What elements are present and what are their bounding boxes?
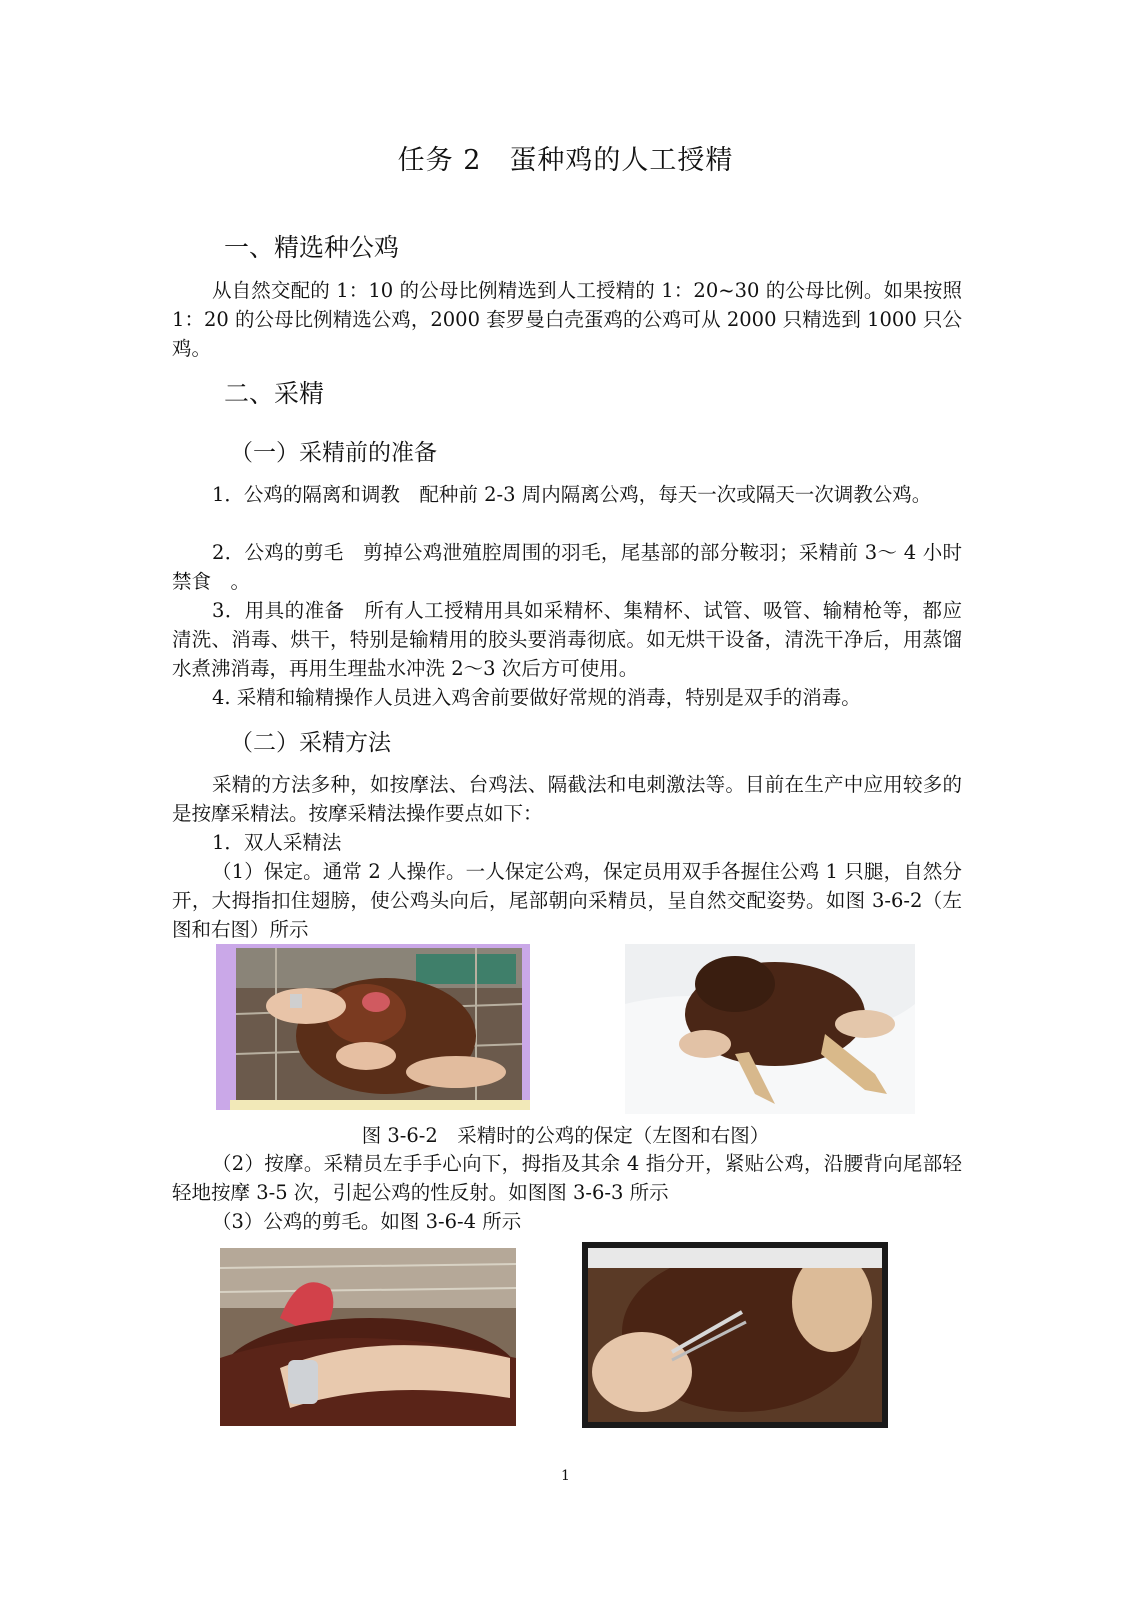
paragraph-equipment-prep: 3．用具的准备 所有人工授精用具如采精杯、集精杯、试管、吸管、输精枪等，都应清洗、消毒、烘干，特别是输精用的胶头要消毒彻底。如无烘干设备，清洗干净后，用蒸馏水煮沸消毒，再用生理盐水冲洗 2～3 次后方可使用。 bbox=[172, 599, 962, 680]
figure-caption-3-6-2: 图 3-6-2 采精时的公鸡的保定（左图和右图） bbox=[361, 1124, 770, 1147]
subsection-heading-preparation: （一）采精前的准备 bbox=[230, 440, 437, 466]
page-title: 任务 2 蛋种鸡的人工授精 bbox=[397, 145, 734, 176]
paragraph-operator-disinfection: 4. 采精和输精操作人员进入鸡舍前要做好常规的消毒，特别是双手的消毒。 bbox=[212, 686, 861, 709]
figure-restraint-right-photo bbox=[625, 944, 915, 1114]
paragraph-rooster-ratio: 从自然交配的 1：10 的公母比例精选到人工授精的 1：20~30 的公母比例。如果按照 1：20 的公母比例精选公鸡，2000 套罗曼白壳蛋鸡的公鸡可从 2000 只精选到 1000 只公鸡。 bbox=[172, 279, 962, 360]
figure-massage-photo bbox=[220, 1248, 516, 1426]
page-number: 1 bbox=[561, 1468, 570, 1484]
paragraph-two-person-method: 1．双人采精法 bbox=[212, 831, 342, 854]
figure-restraint-left-photo bbox=[216, 944, 530, 1110]
subsection-heading-collection-method: （二）采精方法 bbox=[230, 730, 391, 756]
paragraph-isolation-training: 1．公鸡的隔离和调教 配种前 2-3 周内隔离公鸡，每天一次或隔天一次调教公鸡。 bbox=[212, 483, 932, 506]
paragraph-method-intro: 采精的方法多种，如按摩法、台鸡法、隔截法和电刺激法等。目前在生产中应用较多的是按摩采精法。按摩采精法操作要点如下： bbox=[172, 773, 962, 825]
paragraph-trimming-step: （3）公鸡的剪毛。如图 3-6-4 所示 bbox=[212, 1210, 522, 1233]
paragraph-massage-step: （2）按摩。采精员左手手心向下，拇指及其余 4 指分开，紧贴公鸡，沿腰背向尾部轻轻地按摩 3-5 次，引起公鸡的性反射。如图图 3-6-3 所示 bbox=[172, 1152, 962, 1204]
paragraph-feather-trimming: 2．公鸡的剪毛 剪掉公鸡泄殖腔周围的羽毛，尾基部的部分鞍羽；采精前 3～ 4 小时禁食 。 bbox=[172, 541, 962, 593]
section-heading-select-roosters: 一、精选种公鸡 bbox=[224, 233, 400, 262]
figure-trimming-photo bbox=[582, 1242, 888, 1428]
paragraph-restraint-step: （1）保定。通常 2 人操作。一人保定公鸡，保定员用双手各握住公鸡 1 只腿，自然分开，大拇指扣住翅膀，使公鸡头向后，尾部朝向采精员，呈自然交配姿势。如图 3-6-2（左图和右图）所示 bbox=[172, 860, 962, 941]
section-heading-semen-collection: 二、采精 bbox=[224, 379, 325, 408]
